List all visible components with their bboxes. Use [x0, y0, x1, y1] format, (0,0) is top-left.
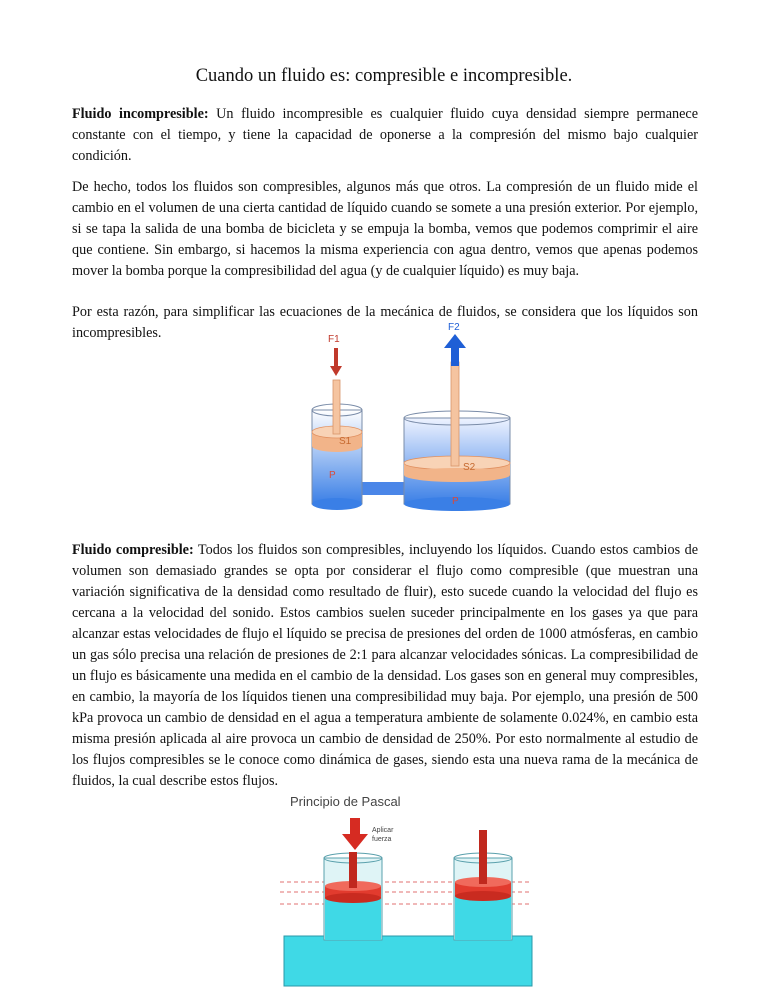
s1-label: S1	[339, 436, 352, 447]
pascal-principle-figure	[276, 786, 536, 990]
hydraulic-press-figure	[290, 318, 520, 518]
heading-compressible: Fluido compresible:	[72, 542, 194, 558]
bottom-pipe	[284, 936, 532, 986]
p-right-label: P	[452, 496, 459, 507]
p-left-label: P	[329, 470, 336, 481]
right-rod	[451, 362, 459, 466]
page-title: Cuando un fluido es: compresible e incompresible.	[195, 66, 573, 86]
text-compressible: Todos los fluidos son compresibles, incluyendo los líquidos. Cuando estos cambios de volumen son demasiado grandes se opta por considerar el flujo como compresible (que muestran una variación significativa de la densidad como resultado de fluir), esto sucede cuando la velocidad del flujo es cercana a la velocidad del sonido. Estos cambios suelen suceder principalmente en los gases ya que para alcanzar estas velocidades de flujo el líquido se precisa de presiones del orden de 1000 atmósferas, en cambio un gas sólo precisa una relación de presiones de 2:1 para alcanzar velocidades sónicas. La compresibilidad de un flujo es básicamente una medida en el cambio de la densidad. Los gases son en general muy compresibles, en cambio, la mayoría de los líquidos tienen una compresibilidad muy baja. Por ejemplo, una presión de 500 kPa provoca un cambio de densidad en el agua a temperatura ambiente de solamente 0.024%, en cambio esta misma presión aplicada al aire provoca un cambio de densidad de 250%. Por esto normalmente al estudio de los flujos compresibles se le conoce como dinámica de gases, siendo esta una nueva rama de la mecánica de fluidos, la cual describe estos flujos.	[72, 542, 698, 789]
f2-label: F2	[448, 322, 460, 333]
left-rod	[333, 380, 340, 434]
apply-force-label-1: Aplicar	[372, 827, 394, 834]
f1-arrow	[334, 348, 338, 368]
f1-label: F1	[328, 334, 340, 345]
paragraph-compression: De hecho, todos los fluidos son compresibles, algunos más que otros. La compresión de un fluido mide el cambio en el volumen de una cierta cantidad de líquido cuando se somete a una presión exterior. Por ejemplo, si se tapa la salida de una bomba de bicicleta y se empuja la bomba, vemos que podemos comprimir el aire que contiene. Sin embargo, si hacemos la misma experiencia con agua dentro, vemos que apenas podemos mover la bomba porque la compresibilidad del agua (y de cualquier líquido) es muy baja.	[72, 179, 698, 279]
paragraph-simplification: Por esta razón, para simplificar las ecuaciones de la mecánica de fluidos, se considera que los líquidos son incompresibles.	[72, 304, 698, 341]
f2-arrow	[451, 346, 459, 366]
apply-force-label-2: fuerza	[372, 836, 392, 843]
heading-incompressible: Fluido incompresible:	[72, 106, 209, 122]
pascal-title: Principio de Pascal	[290, 794, 401, 809]
apply-force-arrow	[350, 818, 360, 836]
paragraph-compressible	[72, 540, 698, 792]
text-incompressible: Un fluido incompresible es cualquier fluido cuya densidad siempre permanece constante con el tiempo, y tiene la capacidad de oponerse a la compresión del mismo bajo cualquier condición.	[72, 106, 698, 164]
s2-label: S2	[463, 462, 476, 473]
paragraph-incompressible	[72, 104, 698, 167]
